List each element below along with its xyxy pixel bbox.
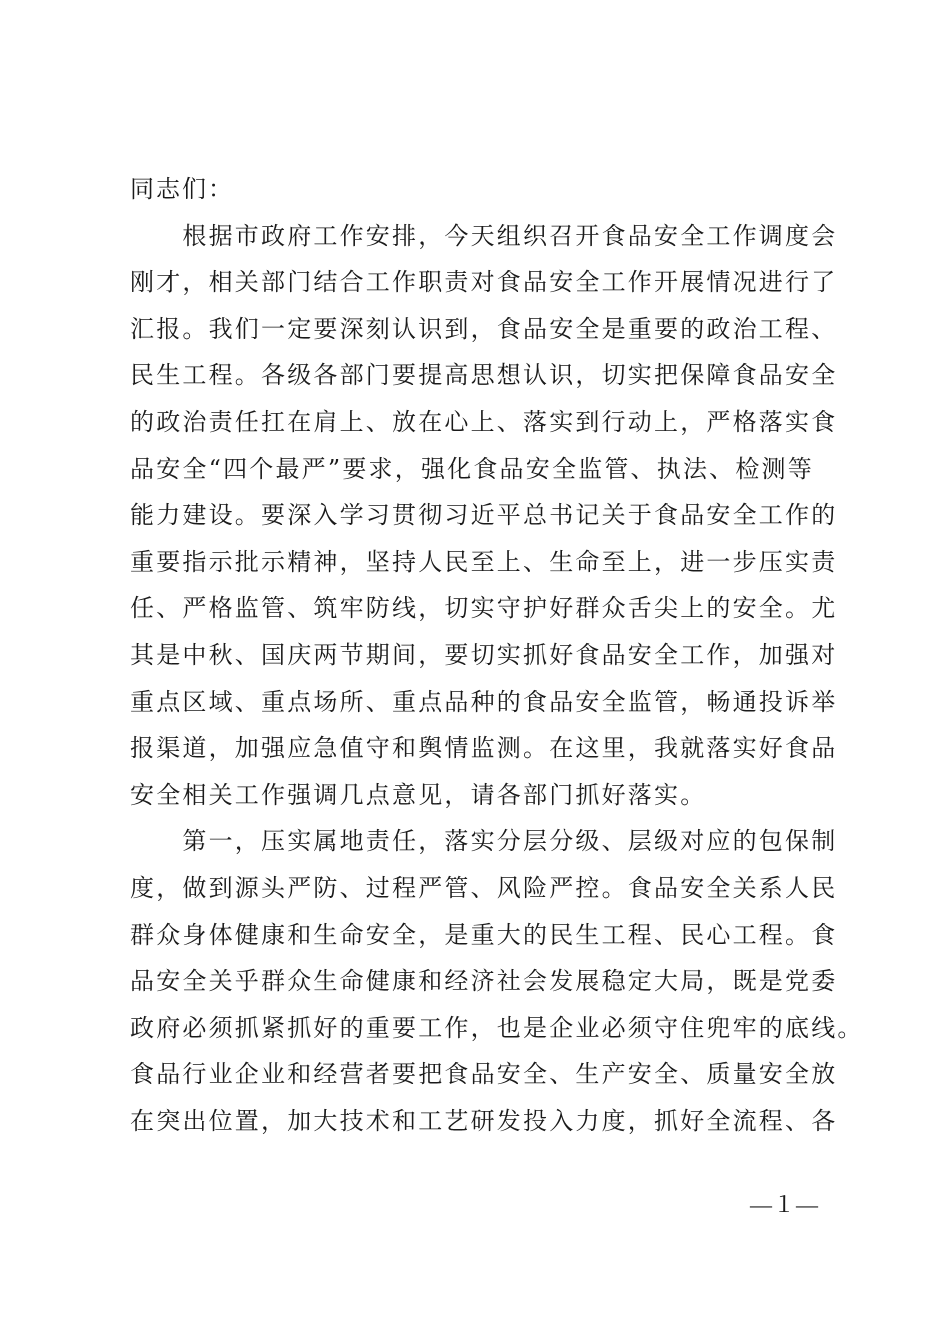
- paragraph-line: 报渠道，加强应急值守和舆情监测。在这里，我就落实好食品: [130, 734, 838, 763]
- paragraph-line: 品安全关乎群众生命健康和经济社会发展稳定大局，既是党委: [130, 967, 838, 996]
- paragraph-line: 任、严格监管、筑牢防线，切实守护好群众舌尖上的安全。尤: [130, 594, 838, 623]
- paragraph-line: 在突出位置，加大技术和工艺研发投入力度，抓好全流程、各: [130, 1106, 838, 1135]
- page-number: —１—: [750, 1192, 820, 1217]
- paragraph-line: 重点区域、重点场所、重点品种的食品安全监管，畅通投诉举: [130, 687, 838, 716]
- paragraph-line: 根据市政府工作安排，今天组织召开食品安全工作调度会: [130, 221, 838, 250]
- paragraph-2: [130, 818, 864, 1144]
- paragraph-line: 刚才，相关部门结合工作职责对食品安全工作开展情况进行了: [130, 268, 838, 297]
- paragraph-line: 其是中秋、国庆两节期间，要切实抓好食品安全工作，加强对: [130, 640, 838, 669]
- paragraph-1: [130, 213, 850, 819]
- paragraph-line: 汇报。我们一定要深刻认识到，食品安全是重要的政治工程、: [130, 314, 838, 343]
- paragraph-line: 民生工程。各级各部门要提高思想认识，切实把保障食品安全: [130, 361, 838, 390]
- paragraph-line: 重要指示批示精神，坚持人民至上、生命至上，进一步压实责: [130, 547, 838, 576]
- paragraph-line: 度，做到源头严防、过程严管、风险严控。食品安全关系人民: [130, 873, 838, 902]
- paragraph-line: 第一，压实属地责任，落实分层分级、层级对应的包保制: [130, 827, 838, 856]
- body-text: [130, 166, 864, 1144]
- paragraph-line: 食品行业企业和经营者要把食品安全、生产安全、质量安全放: [130, 1060, 838, 1089]
- paragraph-line: 的政治责任扛在肩上、放在心上、落实到行动上，严格落实食: [130, 407, 838, 436]
- paragraph-line: 品安全“四个最严”要求，强化食品安全监管、执法、检测等: [130, 454, 814, 483]
- paragraph-line: 能力建设。要深入学习贯彻习近平总书记关于食品安全工作的: [130, 501, 838, 530]
- paragraph-line: 安全相关工作强调几点意见，请各部门抓好落实。: [130, 780, 707, 809]
- paragraph-line: 政府必须抓紧抓好的重要工作，也是企业必须守住兜牢的底线。: [130, 1013, 864, 1042]
- salutation: 同志们：: [130, 175, 234, 203]
- paragraph-line: 群众身体健康和生命安全，是重大的民生工程、民心工程。食: [130, 920, 838, 949]
